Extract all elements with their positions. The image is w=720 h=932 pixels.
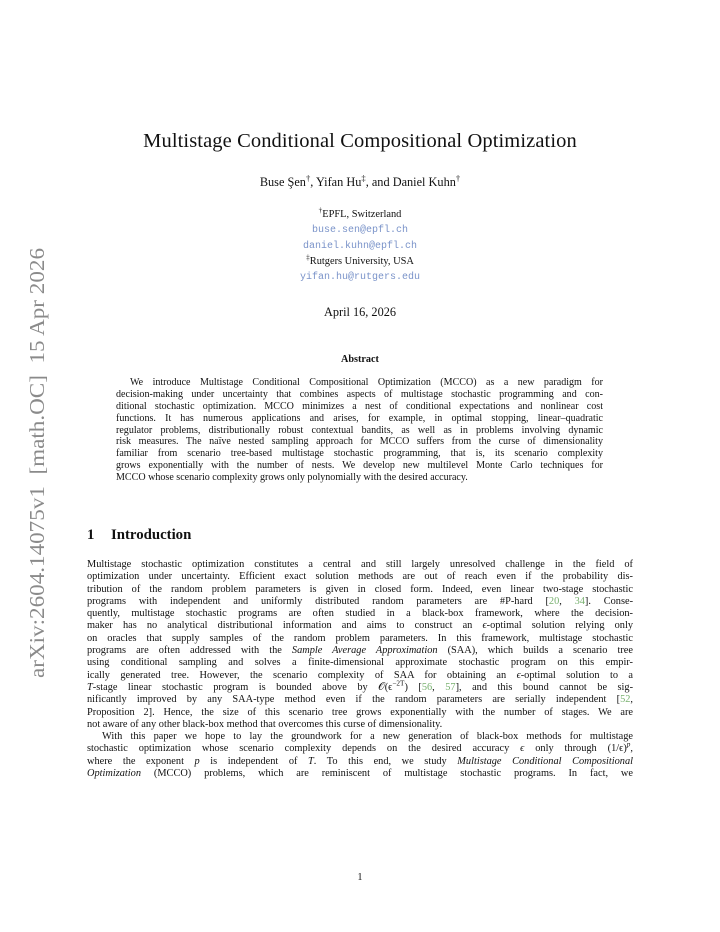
citation-link[interactable]: 57 bbox=[445, 681, 456, 693]
citation-link[interactable]: 56 bbox=[421, 681, 433, 693]
math-symbol: T bbox=[87, 681, 93, 693]
abstract-line: grows exponentially with the number of nests. We develop new multilevel Monte Carlo techniques for bbox=[116, 460, 603, 472]
body-line: Proposition 2]. Hence, the size of this scenario tree grows exponentially with the number of stages. We are bbox=[87, 706, 633, 718]
text-run: . To this end, we study bbox=[313, 755, 458, 767]
author-name: Buse Şen bbox=[259, 175, 306, 189]
email-link[interactable]: yifan.hu@rutgers.edu bbox=[299, 272, 421, 283]
abstract-heading: Abstract bbox=[341, 354, 379, 365]
author-list bbox=[0, 172, 720, 190]
section-number: 1 bbox=[87, 527, 95, 543]
section-heading bbox=[87, 527, 191, 544]
math-symbol: T bbox=[308, 755, 314, 767]
body-line: on oracles that supply samples of the random problem parameters. In this framework, multistage stochastic bbox=[87, 632, 633, 644]
author-separator: , bbox=[310, 175, 316, 189]
text-run: ]. Conse- bbox=[584, 595, 634, 607]
text-run: ) bbox=[404, 681, 408, 693]
body-line bbox=[87, 768, 633, 780]
abstract-line: ditional stochastic optimization. MCCO minimizes a nest of conditional expectations and nonlinear cost bbox=[116, 400, 603, 412]
affiliation-mark: † bbox=[305, 172, 311, 183]
body-line: optimization under uncertainty. Efficient exact solution methods are out of reach even if the probability dis- bbox=[87, 571, 633, 583]
body-line: T-stage linear stochastic program is bounded above by $𝒪(\epsilon^{-2T})$ [56, 57], and this bound cannot be sig- bbox=[87, 679, 634, 693]
math-expression: (1/ϵ) bbox=[607, 743, 627, 755]
citation-link[interactable]: 20 bbox=[548, 595, 560, 607]
body-line: quently, multistage stochastic programs are often studied in a black-box framework, where the decision- bbox=[87, 608, 633, 620]
body-line bbox=[87, 756, 633, 768]
math-exponent: −2T bbox=[392, 679, 405, 688]
introduction-body bbox=[87, 559, 633, 780]
text-run: , bbox=[432, 681, 446, 693]
author-name: Daniel Kuhn bbox=[392, 175, 456, 189]
text-run: (SAA), which builds a scenario tree bbox=[437, 645, 633, 657]
body-line bbox=[87, 670, 633, 682]
text-run: , bbox=[630, 694, 633, 706]
author-name: Yifan Hu bbox=[315, 175, 362, 189]
abstract-line: familiar from scenario tree-based multistage stochastic programming, that is, its scenario complexity bbox=[116, 448, 603, 460]
abstract-line: MCCO whose scenario complexity grows only polynomially with the desired accuracy. bbox=[116, 472, 468, 484]
body-line bbox=[87, 645, 633, 657]
body-line bbox=[87, 694, 633, 706]
affiliation-epfl: EPFL, Switzerland bbox=[322, 209, 402, 220]
abstract-line: regulator problems, distributionally robust contextual bandits, as well as in problems involving dynamic bbox=[116, 424, 603, 436]
affiliation-mark: † bbox=[455, 172, 461, 183]
email-link[interactable]: daniel.kuhn@epfl.ch bbox=[302, 241, 418, 252]
author-separator: , and bbox=[365, 175, 393, 189]
affiliation-rutgers: Rutgers University, USA bbox=[309, 256, 414, 267]
emphasis-term: Multistage Conditional Compositional bbox=[457, 755, 633, 767]
body-line: not aware of any other black-box method that overcomes this curse of dimensionality. bbox=[87, 718, 443, 730]
text-run: -stage linear stochastic program is bounded above by bbox=[92, 681, 379, 693]
text-run: stochastic optimization whose scenario complexity depends on the desired accuracy bbox=[87, 743, 521, 755]
math-exponent: p bbox=[626, 741, 631, 750]
paper-date: April 16, 2026 bbox=[323, 305, 397, 319]
math-symbol: ϵ bbox=[516, 669, 521, 681]
math-expression bbox=[378, 679, 408, 693]
text-run: nificantly improved by any SAA-type method even if the random parameters are serially independent [ bbox=[87, 694, 621, 706]
text-run: -optimal solution to a bbox=[520, 669, 633, 681]
abstract-line: decision-making under uncertainty that combines aspects of multistage stochastic programming and con- bbox=[116, 388, 603, 400]
affiliation-block bbox=[0, 207, 720, 285]
text-run: where the exponent bbox=[87, 755, 195, 767]
section-title: Introduction bbox=[111, 527, 192, 543]
text-run: , bbox=[559, 595, 575, 607]
paper-title: Multistage Conditional Compositional Optimization bbox=[143, 130, 577, 152]
abstract-body bbox=[116, 377, 603, 484]
affiliation-mark: † bbox=[318, 206, 323, 215]
body-line: Multistage stochastic optimization constitutes a central and still largely unresolved challenge in the field of bbox=[87, 559, 633, 570]
text-run: , bbox=[630, 743, 633, 755]
math-symbol: p bbox=[194, 755, 200, 767]
body-line: using conditional sampling and solves a finite-dimensional approximate stochastic program on this empir- bbox=[87, 657, 633, 669]
arxiv-identifier-text: arXiv:2604.14075v1 [math.OC] 15 Apr 2026 bbox=[25, 277, 49, 678]
math-symbol: ϵ bbox=[482, 620, 487, 632]
abstract-line: risk measures. The naïve nested sampling approach for MCCO suffers from the curse of dimensionality bbox=[116, 436, 603, 448]
text-run: -optimal solution relying only bbox=[486, 620, 633, 632]
emphasis-term: Sample Average Approximation bbox=[291, 645, 438, 657]
citation-link[interactable]: 52 bbox=[620, 694, 631, 706]
citation-link[interactable]: 34 bbox=[574, 595, 585, 607]
text-run: (MCCO) problems, which are reminiscent of multistage stochastic programs. In fact, we bbox=[141, 768, 633, 780]
text-run: ically generated tree. However, the scenario complexity of SAA for obtaining an bbox=[87, 669, 517, 681]
abstract-line: We introduce Multistage Conditional Compositional Optimization (MCCO) as a new paradigm for bbox=[130, 377, 603, 388]
page-number: 1 bbox=[357, 872, 363, 883]
emphasis-term: Optimization bbox=[87, 768, 142, 780]
body-line bbox=[87, 620, 633, 632]
abstract-line: functions. It has numerous applications and arises, for example, in optimal stopping, linear–quadratic bbox=[116, 412, 603, 424]
math-symbol: ϵ bbox=[520, 743, 525, 755]
text-run: 𝒪(ϵ bbox=[378, 681, 393, 693]
text-run: programs are often addressed with the bbox=[87, 645, 292, 657]
text-run: programs with independent and uniformly distributed random parameters are #P-hard [ bbox=[87, 595, 549, 607]
body-line: tribution of the random problem parameters is given in closed form. Indeed, even linear two-stage stochastic bbox=[87, 583, 633, 595]
body-line: With this paper we hope to lay the groundwork for a new generation of black-box methods for multistage bbox=[102, 731, 633, 743]
body-line bbox=[87, 743, 633, 755]
text-run: only through bbox=[524, 743, 608, 755]
body-line bbox=[87, 596, 633, 608]
text-run: maker has no analytical distributional information and aims to construct an bbox=[87, 620, 483, 632]
affiliation-mark: ‡ bbox=[361, 172, 366, 183]
email-link[interactable]: buse.sen@epfl.ch bbox=[311, 225, 408, 236]
text-run: ], and this bound cannot be sig- bbox=[455, 681, 634, 693]
affiliation-mark: ‡ bbox=[306, 253, 310, 262]
text-run: is independent of bbox=[199, 755, 309, 767]
